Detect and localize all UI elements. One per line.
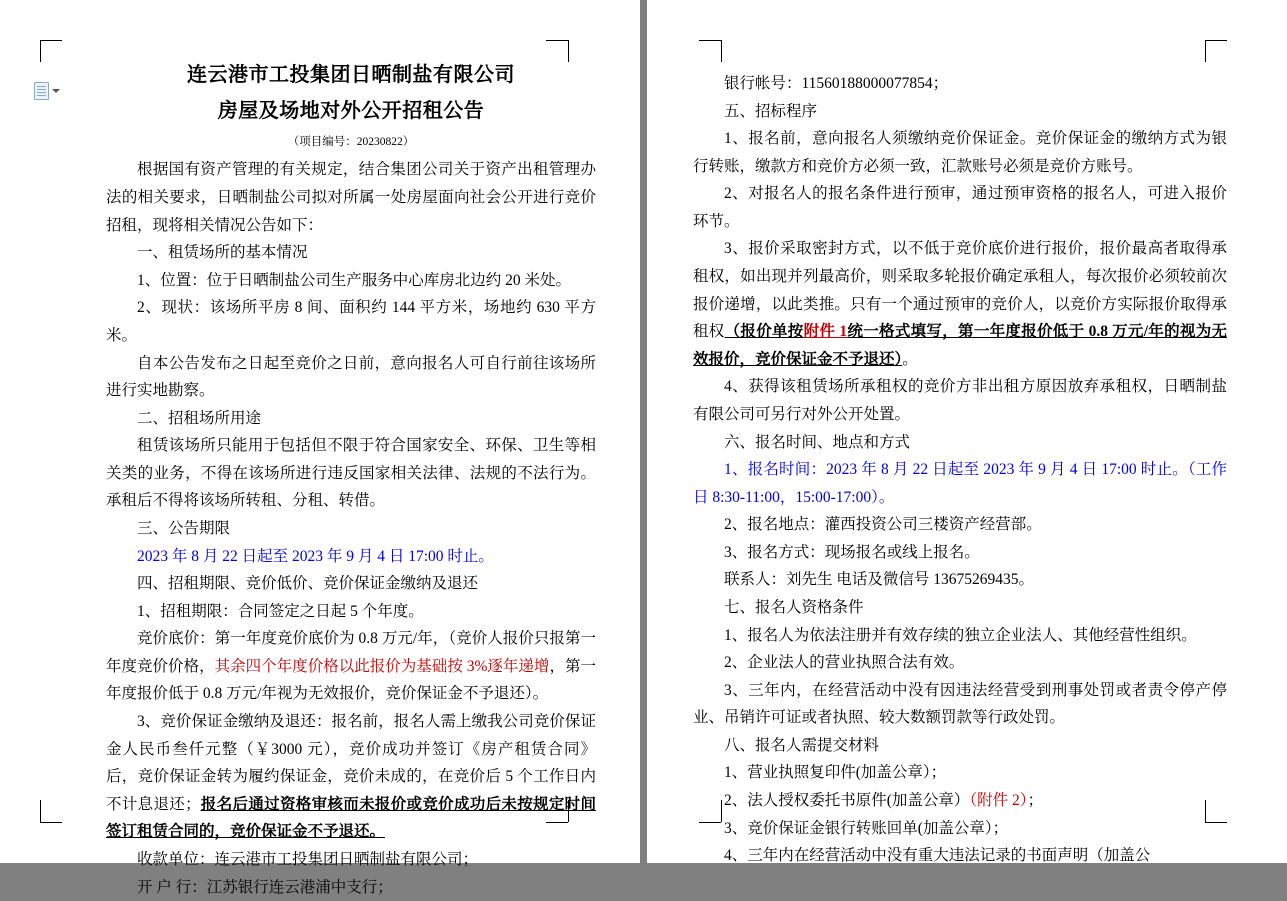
- project-number: （项目编号：20230822）: [106, 132, 596, 152]
- crop-mark: [1205, 40, 1206, 62]
- section-heading: 四、招租期限、竞价低价、竞价保证金缴纳及退还: [106, 570, 596, 598]
- attachment-2-paragraph: [693, 787, 1227, 815]
- attachment-2-reference: （附件 2）: [969, 792, 1027, 809]
- paragraph: 1、报名前，意向报名人须缴纳竞价保证金。竞价保证金的缴纳方式为银行转账，缴款方和竞价方必须一致，汇款账号必须是竞价方账号。: [693, 125, 1227, 180]
- bank-account: 银行帐号：11560188000077854；: [693, 70, 1227, 98]
- paragraph: 2、对报名人的报名条件进行预审，通过预审资格的报名人，可进入报价环节。: [693, 180, 1227, 235]
- payee-unit: 收款单位：连云港市工投集团日晒制盐有限公司；: [106, 846, 596, 874]
- bid-floor-text: 竞价底价：第一年度竞价底价为 0.8 万元/年，（竞价人报价只报第一年度竞价价格，: [106, 630, 596, 675]
- paragraph: 2、现状：该场所平房 8 间、面积约 144 平方米，场地约 630 平方米。: [106, 294, 596, 349]
- document-thumbnail-icon[interactable]: [34, 80, 60, 102]
- registration-method: 3、报名方式：现场报名或线上报名。: [693, 539, 1227, 567]
- bidding-rules-emphasis-2: 统一格式填写，第一年度报价低于 0.8 万元/年的视为无效报价，竞价保证金不予退还）: [693, 323, 1227, 368]
- contact-info: 联系人：刘先生 电话及微信号 13675269435。: [693, 566, 1227, 594]
- page-title-line1: 连云港市工投集团日晒制盐有限公司: [106, 60, 596, 90]
- crop-mark: [568, 40, 569, 62]
- attachment-1-reference: 附件 1: [804, 323, 848, 340]
- section-heading: 二、招租场所用途: [106, 405, 596, 433]
- paragraph: 自本公告发布之日起至竞价之日前，意向报名人可自行前往该场所进行实地勘察。: [106, 350, 596, 405]
- crop-mark: [699, 40, 721, 41]
- deposit-emphasis: 报名后通过资格审核而未报价或竞价成功后未按规定时间签订租赁合同的，竞价保证金不予退还。: [106, 796, 596, 841]
- paragraph: 租赁该场所只能用于包括但不限于符合国家安全、环保、卫生等相关类的业务，不得在该场所进行违反国家相关法律、法规的不法行为。承租后不得将该场所转租、分租、转借。: [106, 432, 596, 515]
- section-heading: 一、租赁场所的基本情况: [106, 239, 596, 267]
- section-heading: 八、报名人需提交材料: [693, 732, 1227, 760]
- paragraph: 1、位置：位于日晒制盐公司生产服务中心库房北边约 20 米处。: [106, 267, 596, 295]
- crop-mark: [40, 822, 62, 823]
- crop-mark: [546, 40, 568, 41]
- crop-mark: [1205, 40, 1227, 41]
- page-title-line2: 房屋及场地对外公开招租公告: [106, 96, 596, 126]
- attachment-2-tail: ；: [1028, 792, 1044, 809]
- paragraph: 1、招租期限：合同签定之日起 5 个年度。: [106, 598, 596, 626]
- crop-mark: [40, 40, 41, 62]
- deposit-text: 3、竞价保证金缴纳及退还：报名前，报名人需上缴我公司竞价保证金人民币叁仟元整（￥3000 元），竞价成功并签订《房产租赁合同》后，竞价保证金转为履约保证金，竞价未成的，在竞价后 5 个工作日内不计息退还；: [106, 713, 596, 813]
- registration-place: 2、报名地点：灌西投资公司三楼资产经营部。: [693, 511, 1227, 539]
- paragraph: 4、三年内在经营活动中没有重大违法记录的书面声明（加盖公: [693, 842, 1227, 870]
- crop-mark: [721, 40, 722, 62]
- section-heading: 七、报名人资格条件: [693, 594, 1227, 622]
- paragraph: 2、企业法人的营业执照合法有效。: [693, 649, 1227, 677]
- section-heading: 六、报名时间、地点和方式: [693, 429, 1227, 457]
- attachment-2-text: 2、法人授权委托书原件(加盖公章）: [724, 792, 969, 809]
- deposit-paragraph: [106, 708, 596, 846]
- bid-floor-tail: ，第一年度报价低于 0.8 万元/年视为无效报价，竞价保证金不予退还）。: [106, 658, 596, 703]
- page-gutter: [640, 0, 647, 863]
- crop-mark: [40, 800, 41, 822]
- bid-floor-emphasis: 其余四个年度价格以此报价为基础按 3%逐年递增: [215, 658, 550, 675]
- registration-time: 1、报名时间：2023 年 8 月 22 日起至 2023 年 9 月 4 日 17:00 时止。（工作日 8:30-11:00，15:00-17:00）。: [693, 456, 1227, 511]
- chevron-down-icon: [52, 89, 60, 93]
- bank-name: 开 户 行：江苏银行连云港浦中支行；: [106, 874, 596, 901]
- bidding-rules-emphasis-1: （报价单按: [725, 323, 804, 340]
- announcement-period: 2023 年 8 月 22 日起至 2023 年 9 月 4 日 17:00 时止。: [106, 543, 596, 571]
- paragraph: 1、营业执照复印件(加盖公章）；: [693, 759, 1227, 787]
- document-page-left[interactable]: [0, 0, 640, 863]
- bidding-rules-text: 3、报价采取密封方式，以不低于竞价底价进行报价，报价最高者取得承租权，如出现并列最高价，则采取多轮报价确定承租人，每次报价必须较前次报价递增，以此类推。只有一个通过预审的竞价人，以竞价方实际报价取得承租权: [693, 240, 1227, 340]
- paragraph: 根据国有资产管理的有关规定，结合集团公司关于资产出租管理办法的相关要求，日晒制盐公司拟对所属一处房屋面向社会公开进行竞价招租，现将相关情况公告如下：: [106, 156, 596, 239]
- crop-mark: [40, 40, 62, 41]
- page-left-content: [106, 60, 596, 901]
- document-page-right[interactable]: [647, 0, 1287, 863]
- document-sheet-glyph: [34, 82, 49, 100]
- paragraph: 4、获得该租赁场所承租权的竞价方非出租方原因放弃承租权，日晒制盐有限公司可另行对外公开处置。: [693, 373, 1227, 428]
- bidding-rules-paragraph: [693, 235, 1227, 373]
- paragraph: 3、三年内，在经营活动中没有因违法经营受到刑事处罚或者责令停产停业、吊销许可证或者执照、较大数额罚款等行政处罚。: [693, 677, 1227, 732]
- page-right-content: [693, 70, 1227, 870]
- paragraph: 3、竞价保证金银行转账回单(加盖公章）；: [693, 815, 1227, 843]
- bid-floor-paragraph: [106, 625, 596, 708]
- bidding-rules-tail: 。: [902, 351, 918, 368]
- section-heading: 三、公告期限: [106, 515, 596, 543]
- section-heading: 五、招标程序: [693, 98, 1227, 126]
- paragraph: 1、报名人为依法注册并有效存续的独立企业法人、其他经营性组织。: [693, 622, 1227, 650]
